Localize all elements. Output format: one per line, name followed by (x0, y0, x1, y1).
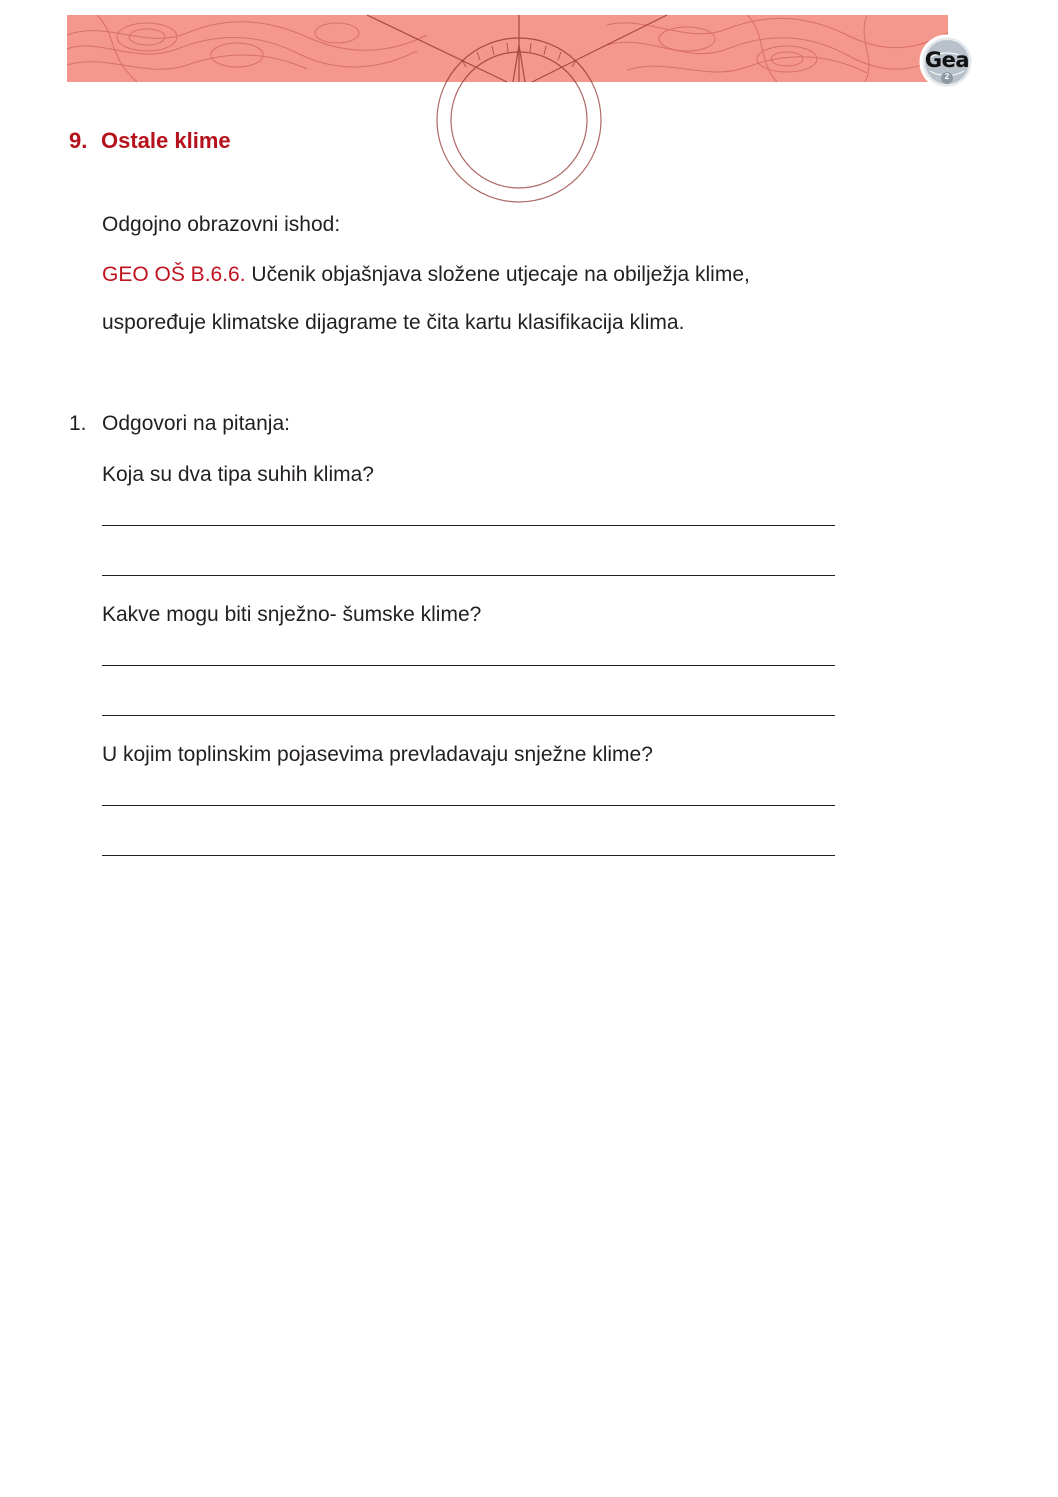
logo-text: Gea (924, 48, 970, 72)
question-2: Kakve mogu biti snježno- šumske klime? (102, 603, 482, 626)
section-heading (69, 128, 231, 154)
section-title: Ostale klime (101, 128, 231, 153)
section-number: 9. (69, 128, 88, 153)
question-3: U kojim toplinskim pojasevima prevladavaju snježne klime? (102, 743, 653, 766)
topographic-map-pattern (67, 15, 948, 82)
task-number: 1. (69, 412, 87, 435)
answer-line[interactable] (102, 665, 835, 666)
gea-logo (918, 33, 976, 91)
answer-line[interactable] (102, 805, 835, 806)
outcome-line-2: uspoređuje klimatske dijagrame te čita kartu klasifikacija klima. (102, 311, 685, 334)
outcome-text-1: Učenik objašnjava složene utjecaje na obilježja klime, (245, 263, 750, 286)
answer-line[interactable] (102, 715, 835, 716)
answer-line[interactable] (102, 525, 835, 526)
outcome-line-1 (102, 262, 750, 288)
answer-line[interactable] (102, 575, 835, 576)
outcome-label: Odgojno obrazovni ishod: (102, 213, 341, 236)
logo-number: 2 (944, 72, 950, 81)
task-instruction: Odgovori na pitanja: (102, 412, 290, 435)
outcome-code: GEO OŠ B.6.6. (102, 263, 246, 286)
answer-line[interactable] (102, 855, 835, 856)
header-banner (67, 15, 970, 82)
question-1: Koja su dva tipa suhih klima? (102, 463, 374, 486)
